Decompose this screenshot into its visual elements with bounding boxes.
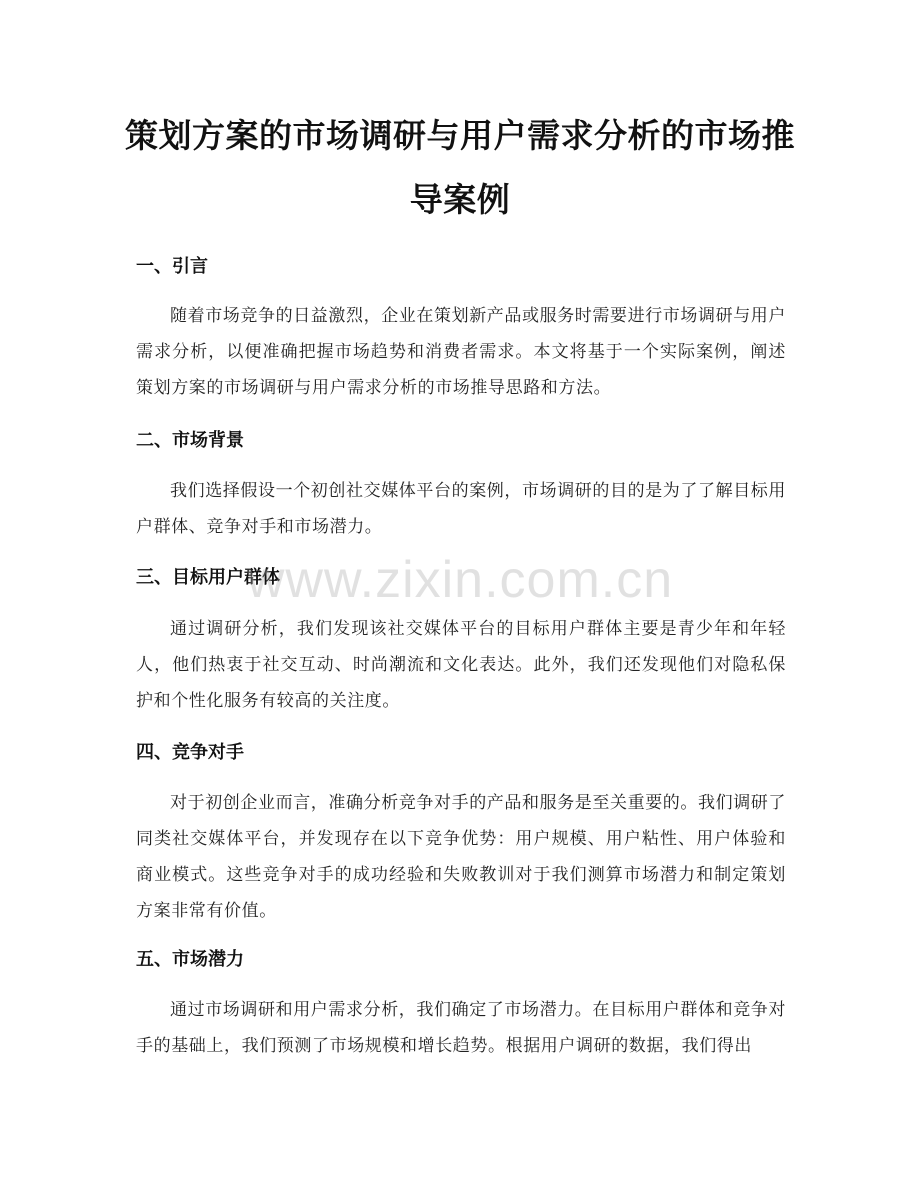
section-paragraph-market-background: 我们选择假设一个初创社交媒体平台的案例，市场调研的目的是为了了解目标用户群体、竞争对手和市场潜力。	[136, 481, 786, 537]
section-heading-introduction: 一、引言	[136, 256, 208, 277]
section-heading-market-potential: 五、市场潜力	[136, 949, 244, 970]
section-paragraph-introduction: 随着市场竞争的日益激烈，企业在策划新产品或服务时需要进行市场调研与用户需求分析，以便准确把握市场趋势和消费者需求。本文将基于一个实际案例，阐述策划方案的市场调研与用户需求分析的市场推导思路和方法。	[136, 306, 786, 398]
section-paragraph-target-users: 通过调研分析，我们发现该社交媒体平台的目标用户群体主要是青少年和年轻人，他们热衷于社交互动、时尚潮流和文化表达。此外，我们还发现他们对隐私保护和个性化服务有较高的关注度。	[136, 619, 786, 711]
section-heading-target-users: 三、目标用户群体	[136, 567, 280, 588]
section-heading-competitors: 四、竞争对手	[136, 742, 244, 763]
section-paragraph-market-potential: 通过市场调研和用户需求分析，我们确定了市场潜力。在目标用户群体和竞争对手的基础上，我们预测了市场规模和增长趋势。根据用户调研的数据，我们得出	[136, 1000, 786, 1056]
document-title: 策划方案的市场调研与用户需求分析的市场推导案例	[125, 116, 795, 219]
section-heading-market-background: 二、市场背景	[136, 430, 244, 451]
section-paragraph-competitors: 对于初创企业而言，准确分析竞争对手的产品和服务是至关重要的。我们调研了同类社交媒体平台，并发现存在以下竞争优势：用户规模、用户粘性、用户体验和商业模式。这些竞争对手的成功经验和失败教训对于我们测算市场潜力和制定策划方案非常有价值。	[136, 793, 786, 921]
watermark-text: www.zixin.com.cn	[246, 551, 674, 609]
